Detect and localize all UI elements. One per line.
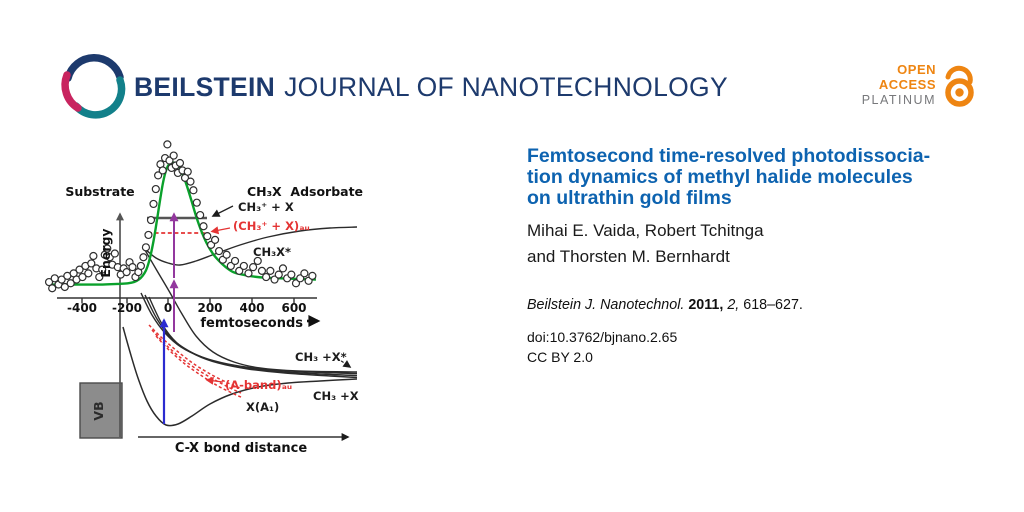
citation <box>527 297 803 313</box>
article-title <box>527 146 1002 209</box>
license-text: CC BY 2.0 <box>527 349 593 365</box>
citation-journal: Beilstein J. Nanotechnol. <box>527 297 685 313</box>
tick-label: 0 <box>163 301 173 315</box>
title-line: tion dynamics of methyl halide molecules <box>527 166 913 188</box>
tick-label: 600 <box>281 301 307 315</box>
open-access-platinum: PLATINUM <box>861 92 936 107</box>
adsorbate-label: CH₃X Adsorbate <box>246 184 364 199</box>
energy-axis-label: Energy <box>98 228 113 278</box>
journal-header <box>0 0 1024 130</box>
ground-state-label: X(A₁) <box>246 400 280 414</box>
title-line: on ultrathin gold films <box>527 187 732 209</box>
substrate-label: Substrate <box>65 184 135 199</box>
open-access-open: OPEN <box>897 61 936 77</box>
time-axis-label: femtoseconds <box>200 316 303 331</box>
citation-volume: 2, <box>727 297 740 313</box>
valence-band-label: VB <box>91 401 106 421</box>
level2-label: (CH₃⁺ + X)ₐᵤ <box>233 219 310 233</box>
open-access-lock-icon <box>942 58 984 112</box>
open-access-badge <box>862 58 984 112</box>
title-line: Femtosecond time-resolved photodissocia- <box>527 145 931 167</box>
citation-pages: 618–627. <box>743 297 803 313</box>
graphical-abstract-figure <box>40 135 460 475</box>
citation-year: 2011, <box>688 297 724 313</box>
article-authors <box>527 218 1002 269</box>
open-access-text <box>862 62 936 109</box>
journal-name-rest: JOURNAL OF NANOTECHNOLOGY <box>284 72 728 102</box>
distance-axis-label: C-X bond distance <box>174 441 308 456</box>
beilstein-logo-icon <box>56 50 126 120</box>
tick-label: 400 <box>239 301 265 315</box>
excited-state-label: CH₃X* <box>253 245 291 259</box>
open-access-access: ACCESS <box>878 77 936 93</box>
journal-name-bold: BEILSTEIN <box>134 72 276 102</box>
asym-excited-label: CH₃ +X* <box>295 350 347 364</box>
doi-text: doi:10.3762/bjnano.2.65 <box>527 329 678 345</box>
authors-line: Mihai E. Vaida, Robert Tchitnga <box>527 221 764 240</box>
journal-name <box>134 72 728 103</box>
data-points <box>46 141 316 292</box>
tick-label: -400 <box>66 301 98 315</box>
level2-annotation-arrow-icon <box>212 228 230 232</box>
level1-annotation-arrow-icon <box>213 206 233 216</box>
asym-ground-label: CH₃ +X <box>313 389 359 403</box>
authors-line: and Thorsten M. Bernhardt <box>527 246 730 266</box>
aband-label: (A-band)ₐᵤ <box>225 378 293 392</box>
tick-label: 200 <box>197 301 223 315</box>
tick-label: -200 <box>111 301 143 315</box>
level1-label: CH₃⁺ + X <box>238 200 294 214</box>
